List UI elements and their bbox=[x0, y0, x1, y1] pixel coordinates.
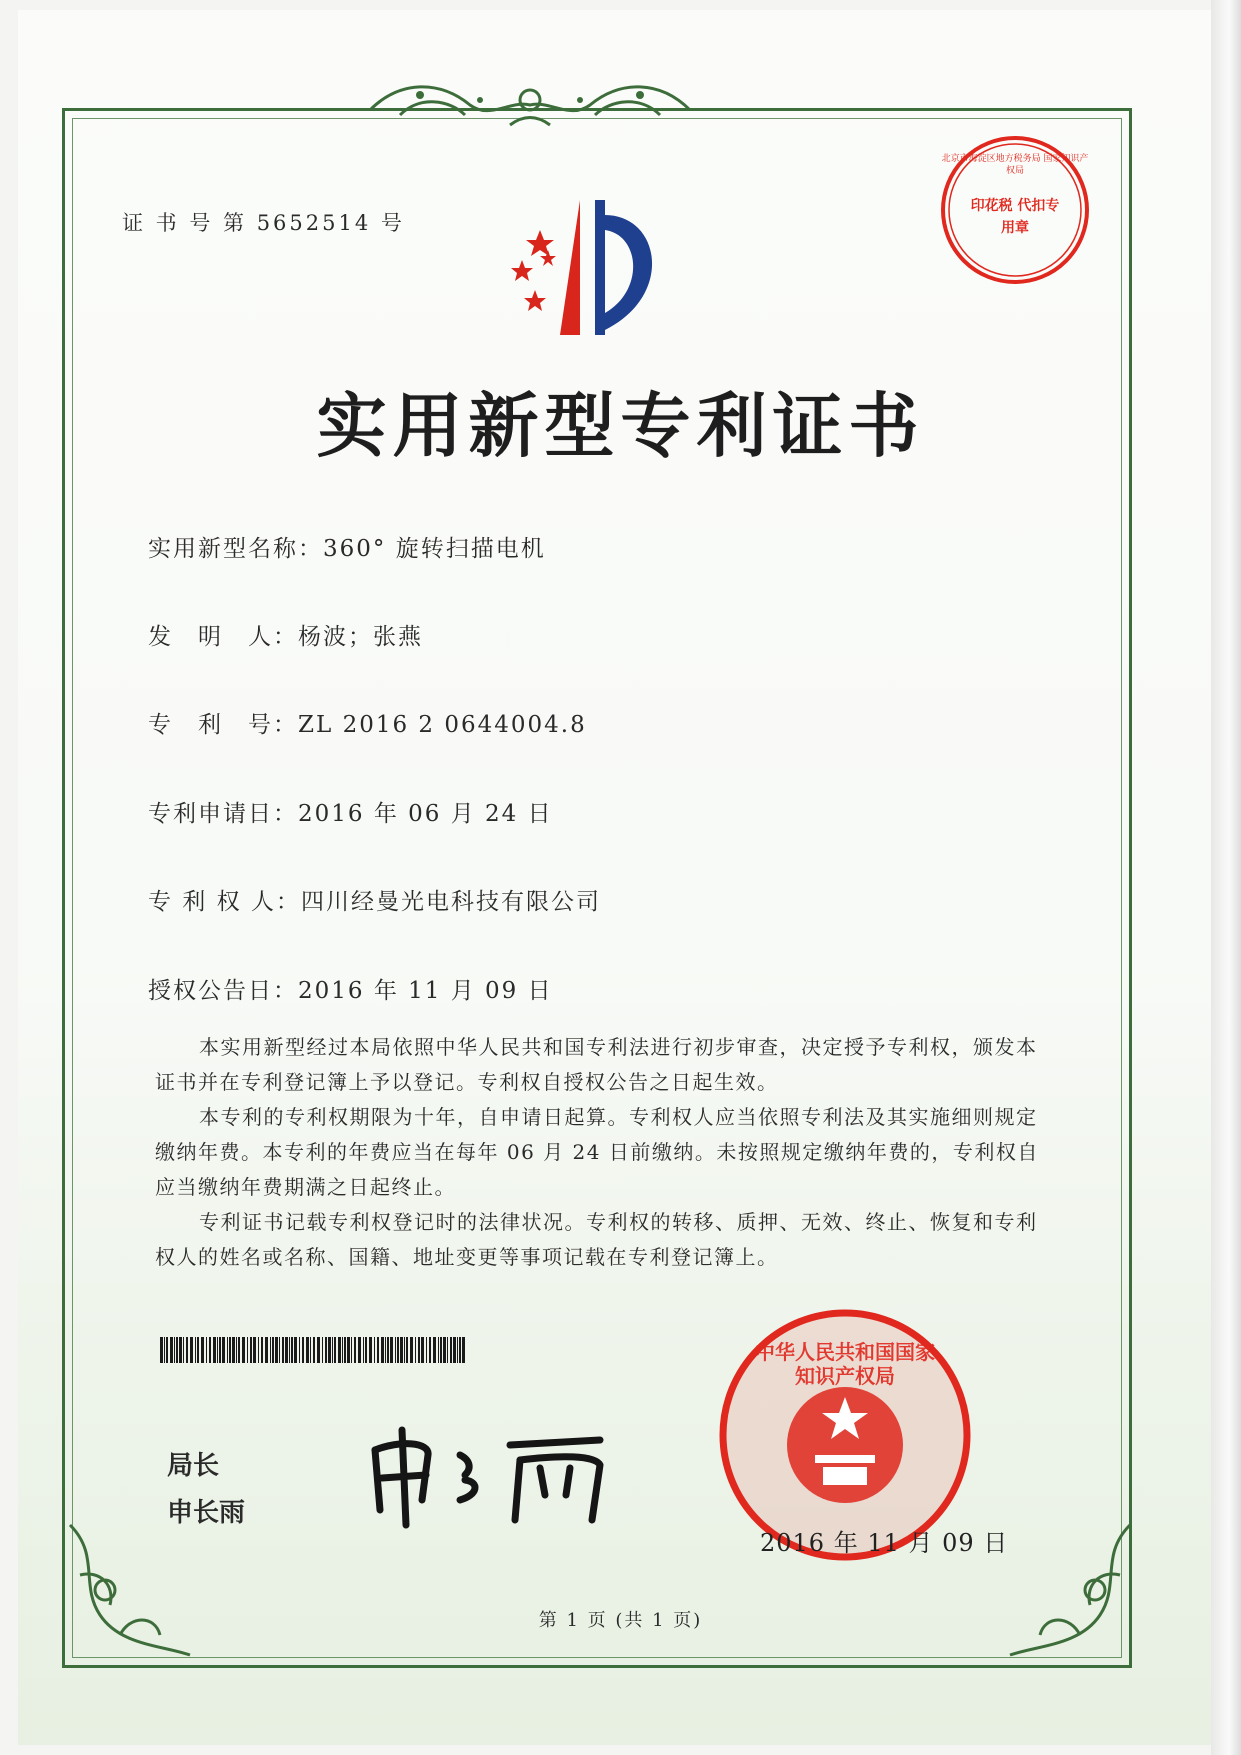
certificate-number: 证 书 号 第 5652514 号 bbox=[122, 211, 405, 235]
field-label: 专利申请日： bbox=[148, 801, 298, 827]
field-label: 授权公告日： bbox=[148, 978, 298, 1004]
corner-ornament-right bbox=[1000, 1515, 1140, 1665]
field-value: 2016 年 11 月 09 日 bbox=[298, 978, 553, 1004]
barcode bbox=[160, 1337, 470, 1363]
patent-office-logo bbox=[500, 195, 690, 345]
official-seal-text: 中华人民共和国国家知识产权局 bbox=[755, 1340, 935, 1388]
field-value: 四川经曼光电科技有限公司 bbox=[300, 889, 601, 915]
field-application-date bbox=[148, 795, 553, 828]
field-value: 2016 年 06 月 24 日 bbox=[298, 801, 553, 827]
page-title: 实用新型专利证书 bbox=[316, 385, 925, 467]
field-patent-number bbox=[148, 706, 587, 739]
tax-stamp-ring-text: 北京市海淀区地方税务局 国家知识产权局 bbox=[941, 154, 1089, 176]
seal-date: 2016 年 11 月 09 日 bbox=[760, 1529, 1009, 1557]
field-value: 360° 旋转扫描电机 bbox=[323, 536, 546, 562]
corner-ornament-left bbox=[60, 1515, 200, 1665]
field-label: 专 利 号： bbox=[148, 712, 298, 738]
paragraph-grant: 本实用新型经过本局依照中华人民共和国专利法进行初步审查，决定授予专利权，颁发本证书并在专利登记簿上予以登记。专利权自授权公告之日起生效。 bbox=[155, 1035, 1038, 1094]
page-number: 第 1 页 (共 1 页) bbox=[538, 1610, 703, 1631]
director-title: 局长 bbox=[167, 1451, 220, 1481]
top-ornament bbox=[360, 70, 700, 140]
field-value: ZL 2016 2 0644004.8 bbox=[298, 712, 587, 738]
field-label: 发 明 人： bbox=[148, 624, 298, 650]
signature bbox=[360, 1420, 630, 1530]
field-inventor bbox=[148, 618, 423, 651]
tax-stamp-center-text: 印花税 代扣专用章 bbox=[970, 198, 1060, 236]
binding-edge bbox=[1211, 0, 1241, 1755]
director-name: 申长雨 bbox=[167, 1498, 246, 1528]
field-grant-date bbox=[148, 972, 553, 1005]
field-patentee bbox=[148, 883, 601, 916]
paragraph-legal-status: 专利证书记载专利权登记时的法律状况。专利权的转移、质押、无效、终止、恢复和专利权人的姓名或名称、国籍、地址变更等事项记载在专利登记簿上。 bbox=[155, 1210, 1038, 1269]
field-utility-model-name bbox=[148, 530, 546, 563]
paragraph-term: 本专利的专利权期限为十年，自申请日起算。专利权人应当依照专利法及其实施细则规定缴纳年费。本专利的年费应当在每年 06 月 24 日前缴纳。未按照规定缴纳年费的，专利权自应当缴纳年费期满之日起终止。 bbox=[155, 1105, 1039, 1199]
field-label: 专 利 权 人： bbox=[148, 889, 301, 915]
field-value: 杨波；张燕 bbox=[298, 624, 423, 650]
field-label: 实用新型名称： bbox=[148, 536, 323, 562]
